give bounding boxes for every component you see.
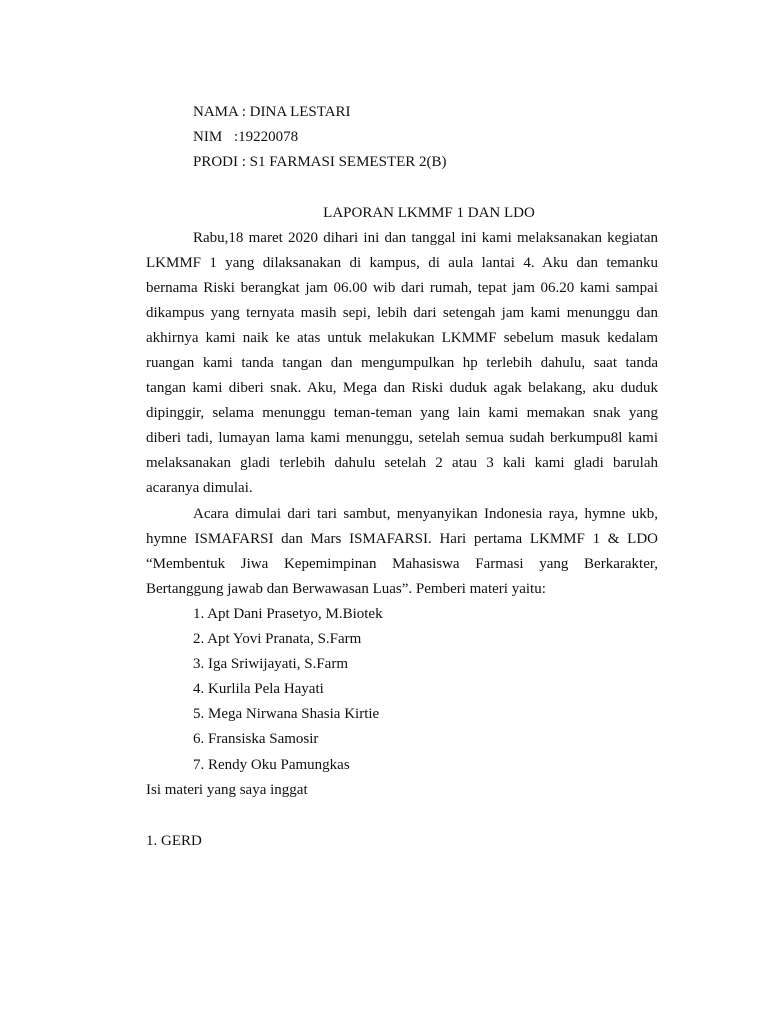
report-title: LAPORAN LKMMF 1 DAN LDO: [323, 205, 535, 221]
paragraph1-line: acaranya dimulai.: [146, 480, 253, 496]
paragraph1-line: bernama Riski berangkat jam 06.00 wib dari rumah, tepat jam 06.20 kami sampai: [146, 280, 658, 296]
paragraph1-line: LKMMF 1 yang dilaksanakan di kampus, di aula lantai 4. Aku dan temanku: [146, 255, 658, 271]
paragraph2-line: Bertanggung jawab dan Berwawasan Luas”. Pemberi materi yaitu:: [146, 581, 546, 597]
list-item: 3. Iga Sriwijayati, S.Farm: [193, 656, 348, 672]
list-item: 2. Apt Yovi Pranata, S.Farm: [193, 631, 362, 647]
paragraph1-line: ruangan kami tanda tangan dan mengumpulkan hp terlebih dahulu, saat tanda: [146, 355, 658, 371]
student-name: NAMA : DINA LESTARI: [193, 104, 351, 120]
student-nim: [193, 128, 298, 146]
paragraph1-line: diberi tadi, lumayan lama kami menunggu, setelah semua sudah berkumpu8l kami: [146, 430, 658, 446]
topic-heading: 1. GERD: [146, 833, 202, 849]
paragraph1-line: akhirnya kami naik ke atas untuk melakukan LKMMF sebelum masuk kedalam: [146, 330, 658, 346]
paragraph2-line: Acara dimulai dari tari sambut, menyanyikan Indonesia raya, hymne ukb,: [193, 506, 658, 522]
nim-label: NIM: [193, 129, 223, 145]
list-item: 1. Apt Dani Prasetyo, M.Biotek: [193, 606, 383, 622]
list-item: 7. Rendy Oku Pamungkas: [193, 757, 350, 773]
list-item: 6. Fransiska Samosir: [193, 731, 319, 747]
student-prodi: PRODI : S1 FARMASI SEMESTER 2(B): [193, 154, 447, 170]
nim-value: :19220078: [234, 129, 299, 145]
paragraph1-line: melaksanakan gladi terlebih dahulu setelah 2 atau 3 kali kami gladi barulah: [146, 455, 658, 471]
paragraph2-line: “Membentuk Jiwa Kepemimpinan Mahasiswa Farmasi yang Berkarakter,: [146, 556, 658, 572]
list-item: 4. Kurlila Pela Hayati: [193, 681, 324, 697]
paragraph1-line: dipinggir, selama menunggu teman-teman yang lain kami memakan snak yang: [146, 405, 658, 421]
isi-materi-label: Isi materi yang saya inggat: [146, 782, 308, 798]
list-item: 5. Mega Nirwana Shasia Kirtie: [193, 706, 380, 722]
paragraph1-line: Rabu,18 maret 2020 dihari ini dan tanggal ini kami melaksanakan kegiatan: [193, 230, 658, 246]
paragraph1-line: tangan kami diberi snak. Aku, Mega dan Riski duduk agak belakang, aku duduk: [146, 380, 658, 396]
paragraph2-line: hymne ISMAFARSI dan Mars ISMAFARSI. Hari pertama LKMMF 1 & LDO: [146, 531, 658, 547]
paragraph1-line: dikampus yang ternyata masih sepi, lebih dari setengah jam kami menunggu dan: [146, 305, 658, 321]
